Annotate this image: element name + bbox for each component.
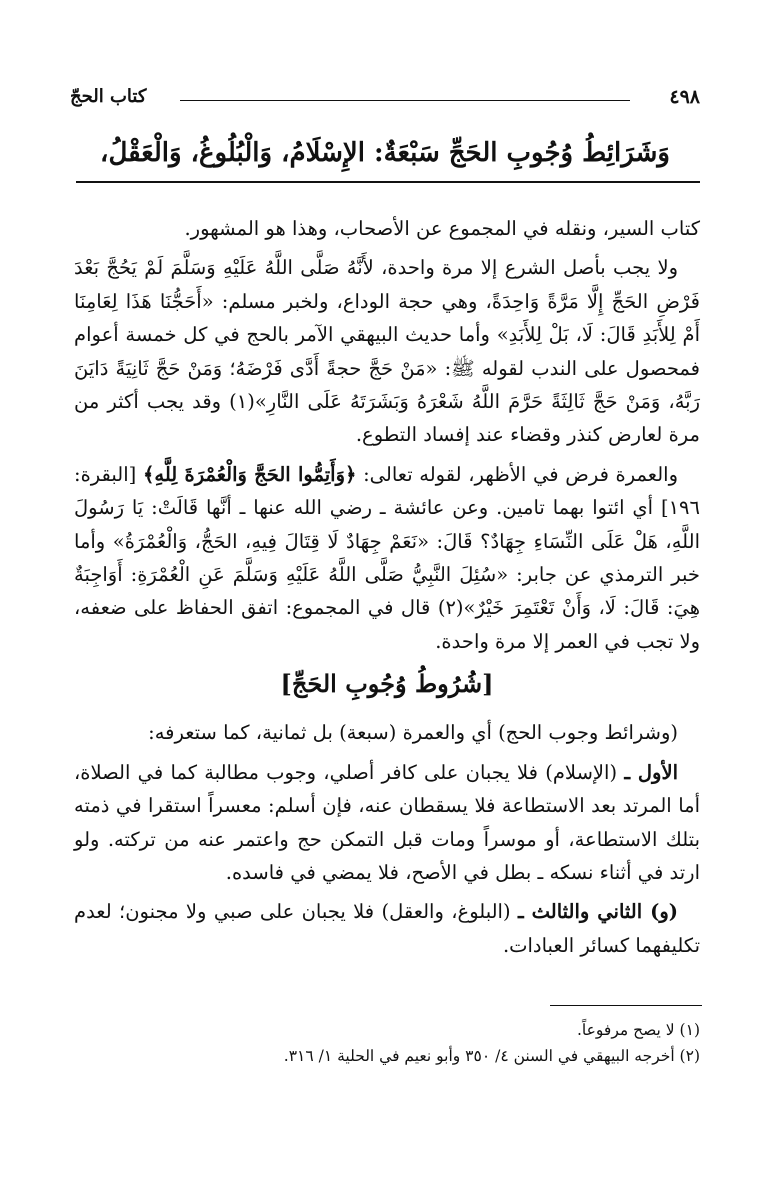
paragraph: ولا يجب بأصل الشرع إلا مرة واحدة، لأَنَّهُ صَلَّى اللَّهُ عَلَيْهِ وَسَلَّمَ لَمْ يَحُجَّ بَعْدَ فَرْضِ الحَجِّ إِلَّا مَرَّةً وَاحِدَةً، وهي حجة الوداع، ولخبر مسلم: «أَحَجُّنَا هَذَا لِعَامِنَا أَمْ لِلأَبَدِ قَالَ: لَا، بَلْ لِلأَبَدِ» وأما حديث البيهقي الآمر بالحج في كل خمسة أعوام فمحصول على الندب لقوله ﷺ: «مَنْ حَجَّ حجةً أَدَّى فَرْضَهُ؛ وَمَنْ حَجَّ ثَانِيَةً دَايَنَ رَبَّهُ، وَمَنْ حَجَّ ثَالِثَةً حَرَّمَ اللَّهُ شَعْرَهُ وَبَشَرَتَهُ عَلَى النَّارِ»(١) وقد يجب أكثر من مرة لعارض كنذر وقضاء عند إفساد التطوع. xyxy=(74,256,700,447)
page-number: ٤٩٨ xyxy=(669,86,700,108)
section-heading: [شُرُوطُ وُجُوبِ الحَجِّ] xyxy=(280,669,494,699)
paragraph: كتاب السير، ونقله في المجموع عن الأصحاب، وهذا هو المشهور. xyxy=(184,217,700,240)
paragraph xyxy=(74,458,700,658)
paragraph xyxy=(74,895,700,962)
paragraph: (وشرائط وجوب الحج) أي والعمرة (سبعة) بل ثمانية، كما ستعرفه: xyxy=(148,721,678,745)
running-title: كتاب الحجّ xyxy=(70,86,147,107)
footnote: (١) لا يصح مرفوعاً. xyxy=(577,1021,700,1039)
page-header xyxy=(70,86,700,114)
footnote-rule xyxy=(550,1005,702,1006)
commentary-body xyxy=(74,212,700,968)
paragraph-text: (الإسلام) فلا يجبان على كافر أصلي، وجوب مطالبة كما في الصلاة، أما المرتد بعد الاستطاعة فلا يسقطان عنه، فإن أسلم: معسراً استقرا في ذمته بتلك الاستطاعة، أو موسراً ومات قبل التمكن حج واعتمر عنه من تركته. ولو ارتد في أثناء نسكه ـ بطل في الأصح، فلا يمضي في فاسده. xyxy=(74,760,700,884)
header-rule xyxy=(180,100,630,101)
matn-rule xyxy=(76,181,700,183)
condition-label: (و) الثاني والثالث ـ xyxy=(517,900,678,924)
paragraph xyxy=(74,756,700,890)
matn-text: وَشَرَائِطُ وُجُوبِ الحَجِّ سَبْعَةٌ: الإِسْلَامُ، وَالْبُلُوغُ، وَالْعَقْلُ، xyxy=(100,138,670,168)
paragraph-text: [البقرة: ١٩٦] أي ائتوا بهما تامين. وعن عائشة ـ رضي الله عنها ـ أنَّها قَالَتْ: يَا رَسُولَ اللَّهِ، هَلْ عَلَى النِّسَاءِ جِهَادٌ؟ قَالَ: «نَعَمْ جِهَادٌ لَا قِتَالَ فِيهِ، الحَجُّ، وَالْعُمْرَةُ» وأما خبر الترمذي عن جابر: «سُئِلَ النَّبِيُّ صَلَّى اللَّهُ عَلَيْهِ وَسَلَّمَ عَنِ الْعُمْرَةِ: أَوَاجِبَةٌ هِيَ: قَالَ: لَا، وَأَنْ تَعْتَمِرَ خَيْرٌ»(٢) قال في المجموع: اتفق الحفاظ على ضعفه، ولا تجب في العمر إلا مرة واحدة. xyxy=(74,462,700,653)
quran-verse: ﴿وَأَتِمُّوا الحَجَّ وَالْعُمْرَةَ لِلَّهِ﴾ xyxy=(142,462,357,486)
condition-label: الأول ـ xyxy=(624,760,678,784)
footnote: (٢) أخرجه البيهقي في السنن ٤/ ٣٥٠ وأبو نعيم في الحلية ١/ ٣١٦. xyxy=(283,1047,700,1065)
paragraph-text: والعمرة فرض في الأظهر، لقوله تعالى: xyxy=(363,462,678,486)
paragraph-text: (البلوغ، والعقل) فلا يجبان على صبي ولا مجنون؛ لعدم تكليفهما كسائر العبادات. xyxy=(74,900,700,957)
